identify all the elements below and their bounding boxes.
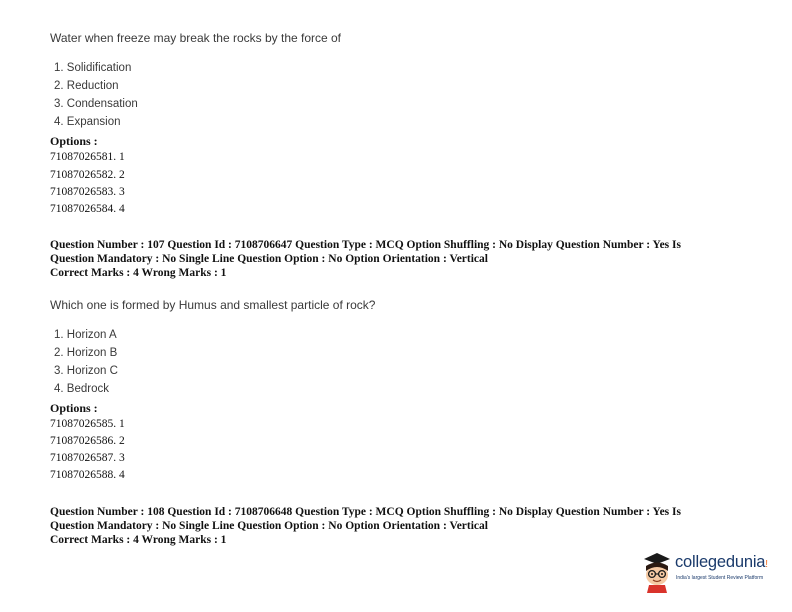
q108-meta-line3: Correct Marks : 4 Wrong Marks : 1 bbox=[50, 534, 227, 546]
logo-wordmark: collegedunia! bbox=[675, 553, 768, 571]
q107-meta-line3: Correct Marks : 4 Wrong Marks : 1 bbox=[50, 267, 227, 279]
q107-option-3: 71087026587. 3 bbox=[50, 452, 125, 464]
q106-option-1: 71087026581. 1 bbox=[50, 151, 125, 163]
logo-tagline: India's largest Student Review Platform bbox=[676, 575, 764, 581]
q107-option-1: 71087026585. 1 bbox=[50, 418, 125, 430]
q106-option-3: 71087026583. 3 bbox=[50, 186, 125, 198]
q108-meta-line1: Question Number : 108 Question Id : 7108706648 Question Type : MCQ Option Shuffling : No Display Question Number : Yes Is bbox=[50, 506, 681, 518]
q107-choice-1: 1. Horizon A bbox=[54, 329, 117, 341]
q106-choice-2: 2. Reduction bbox=[54, 80, 119, 92]
q107-choice-3: 3. Horizon C bbox=[54, 365, 118, 377]
q107-options-label: Options : bbox=[50, 401, 98, 415]
q108-meta-line2: Question Mandatory : No Single Line Question Option : No Option Orientation : Vertical bbox=[50, 520, 488, 532]
q106-option-4: 71087026584. 4 bbox=[50, 203, 125, 215]
q108-meta-block bbox=[50, 505, 750, 547]
q106-choice-3: 3. Condensation bbox=[54, 98, 138, 110]
q106-options-label: Options : bbox=[50, 134, 98, 148]
q106-choice-1: 1. Solidification bbox=[54, 62, 132, 74]
q106-choice-4: 4. Expansion bbox=[54, 116, 121, 128]
q107-choice-4: 4. Bedrock bbox=[54, 383, 109, 395]
q107-choice-2: 2. Horizon B bbox=[54, 347, 118, 359]
q106-option-2: 71087026582. 2 bbox=[50, 169, 125, 181]
q107-question-text: Which one is formed by Humus and smallest particle of rock? bbox=[50, 298, 376, 312]
collegedunia-logo bbox=[641, 549, 786, 595]
student-mascot-icon bbox=[641, 549, 673, 593]
q107-meta-line1: Question Number : 107 Question Id : 7108706647 Question Type : MCQ Option Shuffling : No Display Question Number : Yes Is bbox=[50, 239, 681, 251]
q107-meta-line2: Question Mandatory : No Single Line Question Option : No Option Orientation : Vertical bbox=[50, 253, 488, 265]
q107-option-2: 71087026586. 2 bbox=[50, 435, 125, 447]
q106-question-text: Water when freeze may break the rocks by the force of bbox=[50, 31, 342, 45]
q107-option-4: 71087026588. 4 bbox=[50, 469, 125, 481]
q107-meta-block bbox=[50, 238, 750, 280]
